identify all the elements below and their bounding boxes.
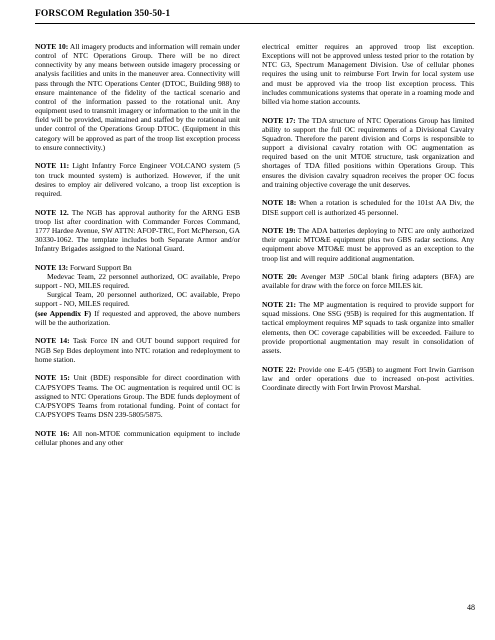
note-subline: Surgical Team, 20 personnel authorized, OC available, Prepo support - NO, MILES required. [35,290,240,309]
note-label: NOTE 10: [35,42,69,51]
note-11 [35,161,240,198]
note-label: NOTE 20: [262,272,298,282]
note-17 [262,116,474,189]
note-subline: Medevac Team, 22 personnel authorized, OC available, Prepo support - NO, MILES required. [35,271,240,291]
note-text: When a rotation is scheduled for the 101st AA Div, the DISE support cell is authorized 45 personnel. [262,198,474,217]
header-rule [35,23,475,24]
appendix-reference: (see Appendix F) [35,308,92,318]
note-label: NOTE 21: [262,300,297,310]
note-label: NOTE 11: [35,161,70,171]
note-text: All non-MTOE communication equipment to include cellular phones and any other [35,428,240,447]
right-column [262,42,474,402]
note-13 [35,263,240,327]
note-text: The NGB has approval authority for the ARNG ESB troop list after coordination with Commander Forces Command, 1777 Hardee Avenue, SW ATTN: AFOP-TRC, Fort McPherson, GA 30330-1062. The template includes both Separate Armor and/or Infantry Brigades assigned to the National Guard. [35,207,240,254]
note-text: Unit (BDE) responsible for direct coordination with CA/PSYOPS Teams. The OC augmentation is required until OC is assigned to NTC Operations Group. The BDE funds deployment of CA/PSYOPS Teams from rotational funding. Point of contact for CA/PSYOPS Teams DSN 239-5805/5875. [35,373,240,419]
note-16-continued [262,42,474,106]
note-label: NOTE 12. [35,207,69,217]
note-label: NOTE 15: [35,373,70,383]
note-text: The TDA structure of NTC Operations Group has limited ability to support the full OC requirements of a Divisional Cavalry Squadron. Therefore the parent division and Corps is responsible to support a divisional cavalry rotation with OC augmentation as required based on the unit MTOE structure, task organization and shortages of TDA filled positions within Operations Group. This ensures the division cavalry squadron receives the proper OC focus and training objective coverage the unit deserves. [262,115,474,189]
note-label: NOTE 14: [35,336,70,346]
note-label: NOTE 18: [262,198,297,208]
note-text: Forward Support Bn [68,262,132,272]
note-label: NOTE 17: [262,115,296,125]
note-text: The ADA batteries deploying to NTC are only authorized their organic MTO&E equipment plus two GBS radar sections. Any equipment above MTO&E must be approved as an exception to the troop list and will require additional augmentation. [262,226,474,263]
note-15 [35,373,240,419]
note-21 [262,300,474,355]
note-text: electrical emitter requires an approved troop list exception. Exceptions will not be approved unless tested prior to the rotation by NTC G3, Spectrum Management Division. Use of cellular phones requires the using unit to reimburse Fort Irwin for local system use and must be approved via the troop list exception process. This includes communications systems that operate in a roaming mode and billed via home station accounts. [262,42,474,106]
note-20 [262,272,474,290]
note-text: The MP augmentation is required to provide support for squad missions. One SSG (95B) is required for this augmentation. If tactical employment requires MP squads to task organize into smaller elements, then OC coverage capabilities will be exceeded. Failure to provide proportional augmentation may result in consolidation of assets. [262,300,474,355]
note-text: If requested and approved, the above numbers will be the authorization. [35,308,240,327]
note-text: Provide one E-4/5 (95B) to augment Fort Irwin Garrison law and order operations due to increased on-post activities. Coordinate directly with Fort Irwin Provost Marshal. [262,364,474,392]
note-label: NOTE 16: [35,428,70,438]
note-22 [262,365,474,392]
note-16 [35,429,240,447]
note-10 [35,42,240,152]
note-label: NOTE 22: [262,364,296,374]
note-label: NOTE 19: [262,226,296,236]
note-text: All imagery products and information will remain under control of NTC Operations Group. There will be no direct connectivity by any means between outside imagery processing or analysis facilities and units in the maneuver area. Connectivity will pass through the NTC Operations Center (DTOC, Building 988) to ensure maintenance of the fidelity of the tactical scenario and control of the information passed to the rotational unit. Any equipment used to transmit imagery or information to the unit in the field will be provided, maintained and staffed by the rotational unit under control of the Operations Group DTOC. (Equipment in this category will be approved as part of the troop list exception process to ensure connectivity.) [35,42,240,152]
note-19 [262,226,474,263]
note-label: NOTE 13: [35,262,69,272]
note-text: Light Infantry Force Engineer VOLCANO system (5 ton truck mounted system) is authorized. However, if the unit desires to employ air delivered volcano, a troop list exception is required. [35,161,240,198]
left-column [35,42,240,456]
page-header: FORSCOM Regulation 350-50-1 [35,9,171,19]
page-number: 48 [467,603,475,612]
note-12 [35,208,240,254]
note-text: Task Force IN and OUT bound support required for NGB Sep Bdes deployment into NTC rotation and redeployment to home station. [35,336,241,364]
note-18 [262,198,474,216]
note-text: Avenger M3P .50Cal blank firing adapters (BFA) are available for draw with the force on force MILES kit. [262,272,474,291]
note-14 [35,336,240,363]
